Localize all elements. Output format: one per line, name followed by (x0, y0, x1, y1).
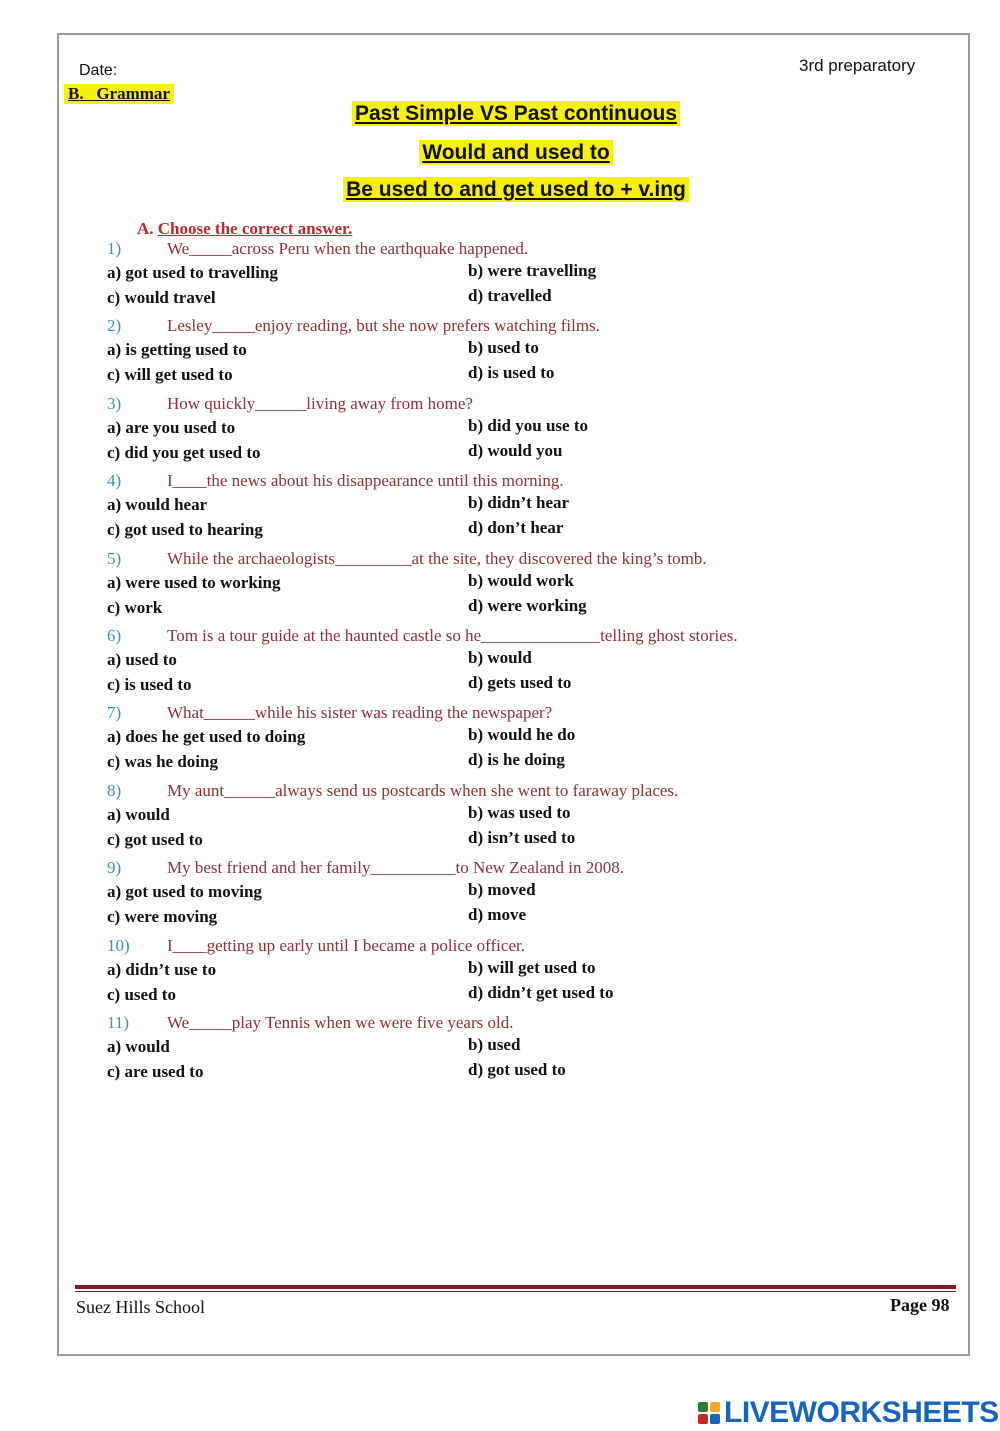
question-text: Lesley_____enjoy reading, but she now prefers watching films. (167, 316, 600, 336)
option-a[interactable]: a) didn’t use to (107, 959, 217, 979)
question-number: 4) (107, 471, 122, 491)
option-b[interactable]: b) was used to (468, 802, 571, 822)
logo-square (710, 1402, 720, 1412)
option-a[interactable]: a) got used to travelling (107, 263, 278, 282)
option-d[interactable]: d) travelled (468, 286, 552, 305)
question-text: What______while his sister was reading the newspaper? (167, 703, 553, 723)
instruction-prefix: A. (137, 219, 158, 238)
question-text: My aunt______always send us postcards when she went to faraway places. (167, 780, 679, 800)
title-text: Would and used to (419, 140, 612, 165)
option-b[interactable]: b) were travelling (468, 261, 597, 280)
option-b[interactable]: b) would (468, 647, 532, 667)
title-be-get-used-to (0, 178, 1000, 202)
option-c[interactable]: c) used to (107, 984, 176, 1004)
option-d[interactable]: d) move (468, 905, 527, 925)
option-c[interactable]: c) is used to (107, 674, 192, 694)
footer-divider-thin (75, 1291, 956, 1292)
title-text: Past Simple VS Past continuous (352, 101, 680, 126)
footer-page-number: Page 98 (890, 1295, 950, 1315)
option-a[interactable]: a) would hear (107, 495, 208, 515)
option-d[interactable]: d) were working (468, 595, 587, 615)
option-c[interactable]: c) will get used to (107, 365, 233, 385)
question-item (107, 1013, 827, 1090)
question-text: We_____play Tennis when we were five years old. (167, 1012, 514, 1032)
option-b[interactable]: b) used (468, 1034, 521, 1054)
question-number: 10) (107, 935, 130, 955)
liveworksheets-brand: LIVEWORKSHEETS (724, 1396, 999, 1429)
option-d[interactable]: d) is used to (468, 363, 555, 383)
question-number: 1) (107, 239, 122, 258)
option-a[interactable]: a) is getting used to (107, 340, 247, 360)
option-d[interactable]: d) got used to (468, 1059, 566, 1079)
option-b[interactable]: b) used to (468, 338, 539, 358)
option-b[interactable]: b) didn’t hear (468, 493, 570, 513)
question-item (107, 858, 827, 935)
option-a[interactable]: a) were used to working (107, 572, 281, 592)
option-b[interactable]: b) would work (468, 570, 574, 590)
option-d[interactable]: d) isn’t used to (468, 827, 576, 847)
option-a[interactable]: a) used to (107, 649, 177, 669)
grade-label: 3rd preparatory (799, 56, 916, 75)
instruction (137, 219, 352, 239)
title-past-simple (0, 102, 1000, 126)
question-number: 5) (107, 548, 122, 568)
question-item (107, 626, 827, 703)
question-number: 9) (107, 858, 122, 878)
option-d[interactable]: d) didn’t get used to (468, 982, 614, 1002)
question-text: I____the news about his disappearance until this morning. (167, 471, 564, 491)
question-item (107, 394, 827, 471)
option-c[interactable]: c) would travel (107, 288, 216, 307)
question-item (107, 316, 827, 393)
section-heading: B. Grammar (64, 84, 174, 104)
option-c[interactable]: c) work (107, 597, 163, 617)
option-c[interactable]: c) got used to (107, 829, 203, 849)
question-item (107, 239, 827, 316)
option-c[interactable]: c) was he doing (107, 752, 218, 772)
option-a[interactable]: a) got used to moving (107, 882, 262, 902)
question-text: Tom is a tour guide at the haunted castle so he______________telling ghost stories. (167, 625, 738, 645)
liveworksheets-logo-icon (698, 1402, 720, 1424)
question-item (107, 936, 827, 1013)
footer-divider (75, 1285, 956, 1289)
title-would-used-to (0, 141, 1000, 165)
option-c[interactable]: c) did you get used to (107, 442, 261, 462)
question-number: 7) (107, 703, 122, 723)
option-c[interactable]: c) were moving (107, 907, 218, 927)
question-number: 8) (107, 780, 122, 800)
option-a[interactable]: a) would (107, 1036, 170, 1056)
option-d[interactable]: d) gets used to (468, 672, 572, 692)
question-text: We_____across Peru when the earthquake happened. (167, 239, 529, 258)
question-number: 3) (107, 393, 122, 413)
option-d[interactable]: d) don’t hear (468, 518, 564, 538)
option-b[interactable]: b) moved (468, 880, 536, 900)
liveworksheets-logo (698, 1396, 999, 1430)
option-c[interactable]: c) got used to hearing (107, 520, 263, 540)
option-d[interactable]: d) would you (468, 440, 563, 460)
question-item (107, 471, 827, 548)
instruction-text: Choose the correct answer. (157, 219, 353, 238)
option-b[interactable]: b) would he do (468, 725, 576, 745)
date-label: Date: (79, 62, 118, 79)
question-list (107, 239, 827, 1090)
question-text: My best friend and her family__________to New Zealand in 2008. (167, 858, 625, 878)
option-a[interactable]: a) would (107, 804, 170, 824)
footer-school-name: Suez Hills School (76, 1297, 205, 1317)
question-text: How quickly______living away from home? (167, 393, 473, 413)
option-a[interactable]: a) does he get used to doing (107, 727, 306, 747)
question-number: 6) (107, 625, 122, 645)
question-item (107, 703, 827, 780)
logo-square (710, 1414, 720, 1424)
option-d[interactable]: d) is he doing (468, 750, 565, 770)
option-b[interactable]: b) did you use to (468, 415, 588, 435)
question-number: 2) (107, 316, 122, 336)
option-c[interactable]: c) are used to (107, 1061, 204, 1081)
option-b[interactable]: b) will get used to (468, 957, 596, 977)
question-number: 11) (107, 1012, 130, 1032)
option-a[interactable]: a) are you used to (107, 417, 236, 437)
logo-square (698, 1414, 708, 1424)
title-text: Be used to and get used to + v.ing (343, 177, 689, 202)
question-item (107, 549, 827, 626)
question-text: While the archaeologists_________at the site, they discovered the king’s tomb. (167, 548, 707, 568)
question-item (107, 781, 827, 858)
question-text: I____getting up early until I became a police officer. (167, 935, 525, 955)
logo-square (698, 1402, 708, 1412)
